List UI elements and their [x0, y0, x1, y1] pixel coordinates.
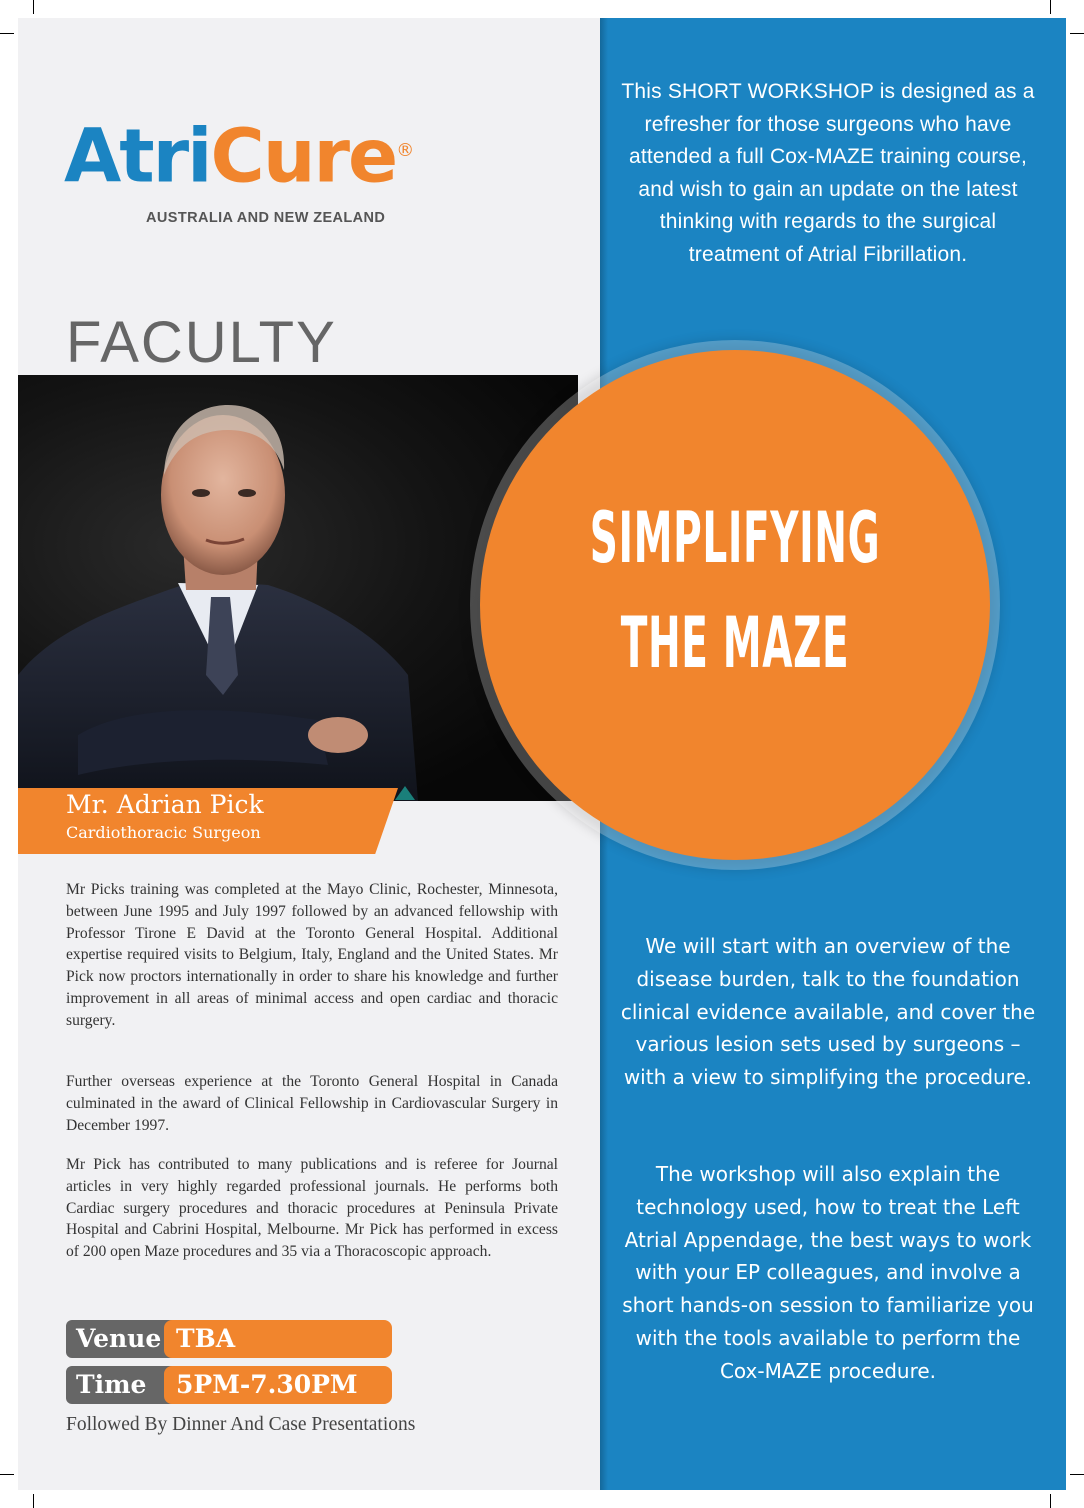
logo-part-cure: Cure	[210, 113, 397, 200]
crop-mark	[1050, 0, 1051, 14]
workshop-description: We will start with an overview of the disease burden, talk to the foundation clinical evidence available, and cover the various lesion sets used by surgeons – with a view to simplifying the procedure.	[620, 934, 1036, 1090]
crop-mark	[1050, 1494, 1051, 1508]
title-line-1: SIMPLIFYING	[589, 497, 881, 579]
crop-mark	[33, 1494, 34, 1508]
crop-mark	[1070, 33, 1084, 34]
bio-paragraph: Mr Picks training was completed at the Mayo Clinic, Rochester, Minnesota, between June 1995 and July 1997 followed by an advanced fellowship with Professor Tirone E David at the Toronto General Hospital. Additional expertise required visits to Belgium, Italy, England and the United States. Mr Pick now proctors internationally in order to share his knowledge and further improvement in all areas of minimal access and open cardiac and thoracic surgery.	[66, 881, 558, 1029]
atricure-logo	[64, 106, 524, 236]
section-heading: FACULTY	[66, 310, 337, 375]
venue-value: TBA	[176, 1324, 236, 1353]
time-label: Time	[76, 1370, 147, 1399]
registered-mark: ®	[396, 140, 415, 161]
crop-mark	[0, 33, 14, 34]
logo-part-atri: Atri	[64, 113, 211, 200]
time-value: 5PM-7.30PM	[176, 1370, 358, 1399]
logo-wordmark	[64, 106, 414, 202]
bio-paragraph: Further overseas experience at the Toronto General Hospital in Canada culminated in the award of Clinical Fellowship in Cardiovascular Surgery in December 1997.	[66, 1073, 558, 1134]
time-row	[66, 1366, 392, 1404]
followed-by-text: Followed By Dinner And Case Presentations	[66, 1414, 416, 1435]
bio-paragraph: Mr Pick has contributed to many publications and is referee for Journal articles in very highly regarded professional journals. He performs both Cardiac surgery procedures and thoracic procedures at Peninsula Private Hospital and Cabrini Hospital, Melbourne. Mr Pick has performed in excess of 200 open Maze procedures and 35 via a Thoracoscopic approach.	[66, 1156, 558, 1261]
crop-mark	[0, 1474, 14, 1475]
accent-triangle	[395, 786, 415, 800]
crop-mark	[1070, 1474, 1084, 1475]
logo-subtitle: AUSTRALIA AND NEW ZEALAND	[146, 210, 386, 226]
crop-mark	[33, 0, 34, 14]
title-line-2: THE MAZE	[620, 602, 850, 684]
venue-row	[66, 1320, 392, 1358]
venue-label: Venue	[76, 1324, 162, 1353]
intro-text: This SHORT WORKSHOP is designed as a refresher for those surgeons who have attended a full Cox-MAZE training course, and wish to gain an update on the latest thinking with regards to the surgical treatment of Atrial Fibrillation.	[621, 80, 1035, 266]
faculty-name: Mr. Adrian Pick	[66, 790, 264, 819]
faculty-role: Cardiothoracic Surgeon	[66, 823, 261, 842]
workshop-description: The workshop will also explain the technology used, how to treat the Left Atrial Appendage, the best ways to work with your EP colleagues, and involve a short hands-on session to familiarize you with the tools available to perform the Cox-MAZE procedure.	[622, 1162, 1034, 1383]
flyer-page	[18, 18, 1066, 1490]
